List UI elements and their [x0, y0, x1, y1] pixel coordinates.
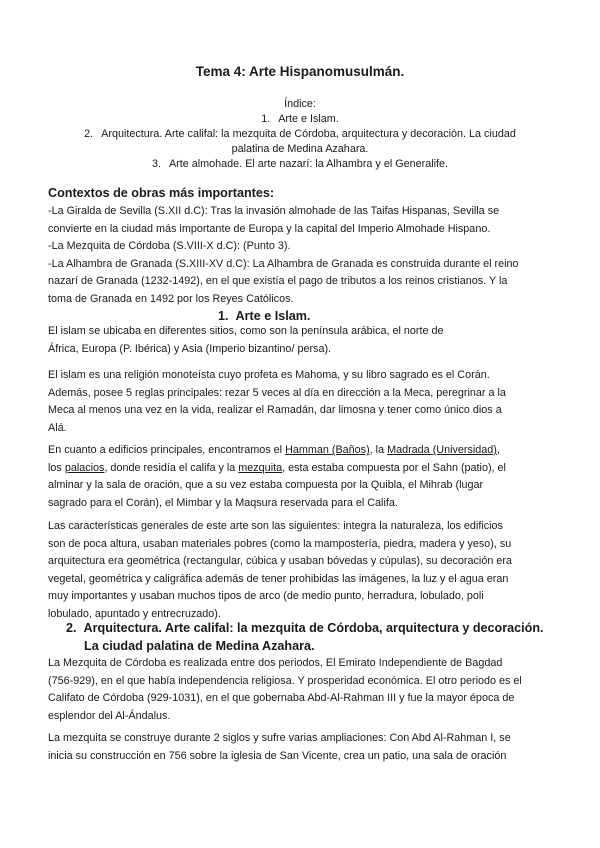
document-title: Tema 4: Arte Hispanomusulmán.: [195, 64, 405, 79]
toc-item-3: [0, 157, 600, 172]
section-1-paragraph-2: [48, 367, 568, 437]
text-line: los palacios, donde residía el califa y la mezquita, esta estaba compuesta por el Sahn (patio), el: [48, 461, 506, 474]
toc-item-text: Arte e Islam.: [278, 113, 339, 125]
toc-item-text: Arte almohade. El arte nazarí: la Alhambra y el Generalife.: [168, 158, 449, 170]
section-2-paragraph-2: [48, 730, 568, 765]
toc-item-text: Arquitectura. Arte califal: la mezquita de Córdoba, arquitectura y decoración. La ciudad: [101, 128, 516, 140]
text-line: alminar y la sala de oración, que a su vez estaba compuesta por la Quibla, el Mihrab (lugar: [48, 479, 484, 491]
section-1-paragraph-4: [48, 518, 568, 623]
toc-heading: Índice:: [284, 98, 316, 110]
text-line: Las características generales de este arte son las siguientes: integra la naturaleza, los edificios: [48, 520, 503, 532]
contextos-paragraph: [48, 203, 568, 308]
text-line: arquitectura era geométrica (rectangular, cúbica y usaban bóvedas y cúpulas), su decoración era: [48, 555, 512, 567]
text-line: El islam es una religión monoteísta cuyo profeta es Mahoma, y su libro sagrado es el Corán.: [48, 369, 490, 381]
text-line: muy importantes y usaban muchos tipos de arco (de medio punto, herradura, lobulado, poli: [48, 590, 484, 602]
section-2-heading-continuation: La ciudad palatina de Medina Azahara.: [84, 639, 315, 653]
toc-item-number: 2.: [84, 128, 94, 140]
text-line: África, Europa (P. Ibérica) y Asia (Imperio bizantino/ persa).: [48, 342, 332, 355]
text-line: (756-929), en el que había independencia religiosa. Y prosperidad económica. El otro periodo es el: [48, 674, 522, 687]
text-line: convierte en la ciudad más importante de Europa y la capital del Imperio Almohade Hispano.: [48, 222, 491, 235]
text-line: son de poca altura, usaban materiales pobres (como la mampostería, piedra, madera y yeso), su: [48, 537, 512, 550]
text-line: La Mezquita de Córdoba es realizada entre dos periodos, El Emirato Independiente de Bagdad: [48, 657, 503, 669]
text-line: toma de Granada en 1492 por los Reyes Católicos.: [48, 292, 294, 305]
text-line: sagrado para el Corán), el Mimbar y la Maqsura reservada para el Califa.: [48, 496, 398, 509]
text-line: Califato de Córdoba (929-1031), en el que gobernaba Abd-Al-Rahman III y fue la mayor época de: [48, 692, 515, 704]
section-number: 1.: [218, 309, 229, 323]
section-1-paragraph-3: [48, 442, 568, 512]
section-number: 2.: [66, 621, 77, 635]
section-title: Arquitectura. Arte califal: la mezquita de Córdoba, arquitectura y decoración.: [83, 621, 544, 635]
text-line: Además, posee 5 reglas principales: rezar 5 veces al día en dirección a la Meca, peregrinar a la: [48, 386, 506, 399]
text-line: -La Mezquita de Córdoba (S.VIII-X d.C): (Punto 3).: [48, 240, 291, 252]
section-2-heading: [66, 619, 544, 637]
underlined-term: Madrada (Universidad): [387, 444, 497, 456]
text-line: -La Alhambra de Granada (S.XIII-XV d.C): La Alhambra de Granada es construida durante el reino: [48, 257, 519, 270]
section-title: Arte e Islam.: [235, 309, 311, 323]
toc-item-2-continuation: palatina de Medina Azahara.: [231, 143, 369, 155]
contextos-heading: Contextos de obras más importantes:: [48, 186, 275, 200]
toc-item-1: [0, 112, 600, 127]
underlined-term: Hamman (Baños): [285, 444, 370, 456]
toc-item-number: 1.: [261, 113, 271, 125]
text-line: esplendor del Al-Ándalus.: [48, 709, 171, 722]
underlined-term: mezquita: [238, 461, 283, 474]
text-line: -La Giralda de Sevilla (S.XII d.C): Tras la invasión almohade de las Taifas Hispanas, Sevilla se: [48, 205, 500, 217]
text-line: El islam se ubicaba en diferentes sitios, como son la península arábica, el norte de: [48, 325, 444, 337]
text-line: inicia su construcción en 756 sobre la iglesia de San Vicente, crea un patio, una sala de oración: [48, 749, 507, 762]
section-1-paragraph-1: [48, 323, 568, 358]
section-2-paragraph-1: [48, 655, 568, 725]
text-line: Meca al menos una vez en la vida, realizar el Ramadán, dar limosna y tener como único dios a: [48, 404, 502, 416]
text-line: nazarí de Granada (1232-1492), en el que existía el pago de tributos a los reinos cristianos. Y la: [48, 275, 508, 287]
text-line: En cuanto a edificios principales, encontramos el Hamman (Baños), la Madrada (Universidad),: [48, 444, 500, 456]
toc-item-2: [0, 127, 600, 142]
underlined-term: palacios: [64, 461, 105, 474]
text-line: La mezquita se construye durante 2 siglos y sufre varias ampliaciones: Con Abd Al-Rahman I, se: [48, 732, 511, 744]
text-line: vegetal, geométrica y caligráfica además de tener prohibidas las imágenes, la luz y el agua eran: [48, 572, 509, 585]
toc-item-number: 3.: [151, 158, 161, 170]
text-line: lobulado, apuntado y entrecruzado).: [48, 607, 221, 620]
text-line: Alá.: [48, 421, 67, 434]
